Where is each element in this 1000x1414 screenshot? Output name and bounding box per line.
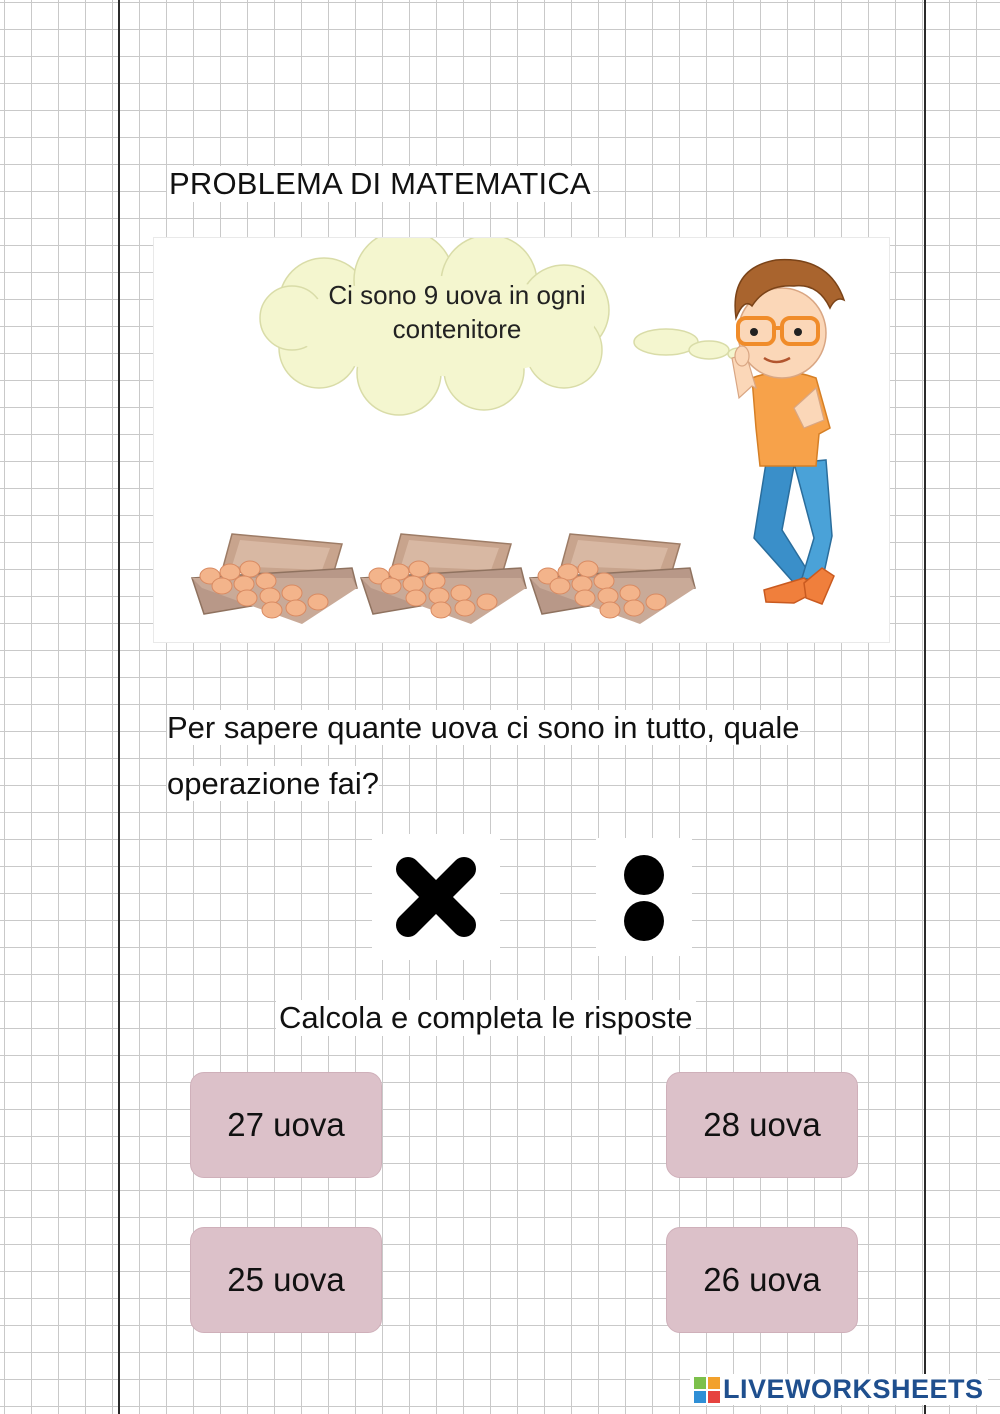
boy-character (732, 260, 844, 604)
question-text (167, 700, 887, 812)
instruction-text: Calcola e completa le risposte (276, 1000, 696, 1036)
question-line-1: Per sapere quante uova ci sono in tutto, quale (167, 710, 800, 745)
logo-text: LIVEWORKSHEETS (723, 1374, 984, 1404)
question-line-2: operazione fai? (167, 766, 379, 801)
egg-carton-2 (361, 534, 526, 624)
egg-carton-3 (530, 534, 695, 624)
egg-carton-1 (192, 534, 357, 624)
left-margin-line (118, 0, 120, 1414)
answer-28[interactable]: 28 uova (666, 1072, 858, 1178)
illustration (154, 238, 889, 642)
answer-25[interactable]: 25 uova (190, 1227, 382, 1333)
answer-26[interactable]: 26 uova (666, 1227, 858, 1333)
logo-icon (694, 1377, 720, 1403)
multiply-icon (386, 847, 486, 947)
liveworksheets-logo (690, 1374, 988, 1405)
right-margin-line (924, 0, 926, 1414)
answer-27[interactable]: 27 uova (190, 1072, 382, 1178)
multiplication-option[interactable] (372, 834, 500, 960)
speech-bubble-text: Ci sono 9 uova in ogni contenitore (328, 280, 586, 344)
divide-icon (614, 847, 674, 947)
page-title: PROBLEMA DI MATEMATICA (169, 166, 591, 201)
division-option[interactable] (596, 838, 692, 956)
